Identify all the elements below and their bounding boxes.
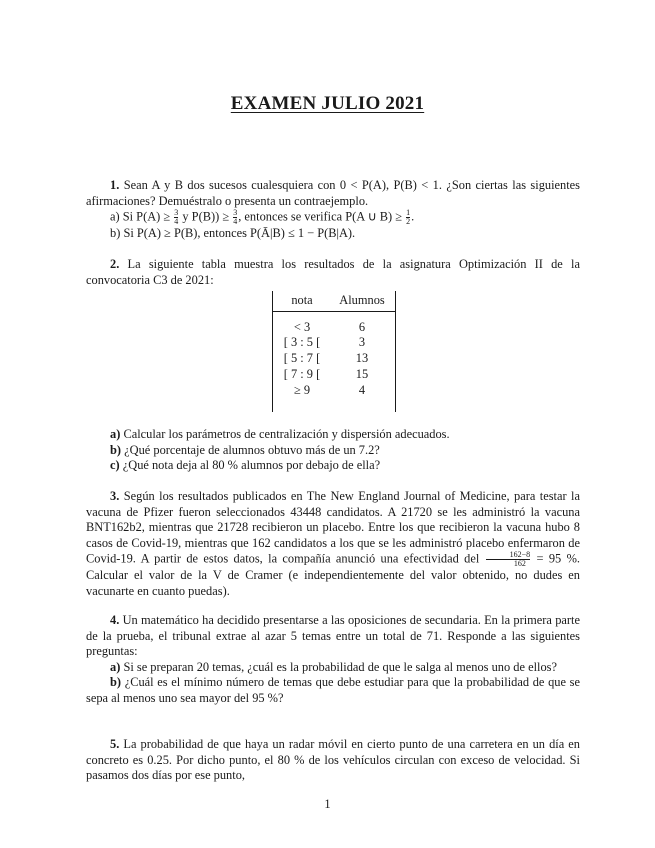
- question-3-text-1: Según los resultados publicados en The New England Journal of Medicine, para testar la vacuna de Pfizer fueron seleccionados 43448 candidatos. A 21720 se les administró la vacuna BNT162b2, mientras que 21728 recibieron un placebo. Entre los que recibieron la vacuna hubo 8 casos de Covid-19, mientras que 162 candidatos a los que se les administró placebo enfermaron de Covid-19. A partir de estos datos, la compañía anunció una efectividad del: [86, 489, 580, 566]
- table-header-alumnos: Alumnos: [339, 293, 385, 307]
- question-4: [86, 613, 580, 707]
- fraction-denominator: 2: [406, 217, 411, 227]
- part-label: c): [110, 458, 120, 473]
- question-1-statement: [86, 178, 580, 209]
- question-4-part-a: [86, 660, 580, 676]
- question-2-parts: [86, 427, 580, 474]
- table-cell-count: 15: [355, 367, 369, 381]
- question-1: [86, 178, 580, 242]
- table-cell-count: 6: [358, 320, 366, 334]
- part-a-text: Si se preparan 20 temas, ¿cuál es la probabilidad de que le salga al menos uno de ellos?: [123, 659, 557, 674]
- fraction: [406, 209, 410, 226]
- question-2-number: 2.: [110, 257, 120, 271]
- table-right-border: [395, 291, 396, 412]
- part-a-text-2: y P(B)) ≥: [182, 209, 230, 224]
- table-left-border: [272, 291, 273, 412]
- question-3: [86, 489, 580, 600]
- table-cell-count: 4: [358, 383, 366, 397]
- fraction-numerator: 162−8: [509, 550, 531, 560]
- part-label: a): [110, 209, 120, 224]
- fraction: [233, 209, 237, 226]
- question-5-number: 5.: [110, 737, 120, 751]
- part-c-text: ¿Qué nota deja al 80 % alumnos por debajo de ella?: [122, 458, 381, 473]
- exam-title: EXAMEN JULIO 2021: [230, 93, 425, 114]
- table-cell-interval: ≥ 9: [293, 383, 311, 397]
- part-a-text: Calcular los parámetros de centralización y dispersión adecuados.: [123, 427, 450, 441]
- part-b-text: ¿Cuál es el mínimo número de temas que debe estudiar para que la probabilidad de que se sepa al menos uno sea mayor del 95 %?: [86, 675, 580, 705]
- question-5-text: La probabilidad de que haya un radar móvil en cierto punto de una carretera en un día en concreto es 0.25. Por dicho punto, el 80 % de los vehículos circulan con exceso de velocidad. Si pasamos dos días por ese punto,: [86, 737, 580, 783]
- table-header-rule: [272, 311, 396, 312]
- question-4-statement: [86, 613, 580, 660]
- table-cell-interval: [ 5 : 7 [: [283, 351, 321, 365]
- question-3-text-2: = 95 %. Calcular el valor de la V de Cramer (e independientemente del valor obtenido, no dudes en vacunarte en cuanto puedas).: [86, 551, 580, 598]
- part-label: b): [110, 675, 122, 690]
- part-b-text: Si P(A) ≥ P(B), entonces P(Ā|B) ≤ 1 − P(B|A).: [123, 226, 356, 241]
- question-2-part-b: [86, 443, 580, 459]
- question-2-part-c: [86, 458, 580, 474]
- part-b-text: ¿Qué porcentaje de alumnos obtuvo más de un 7.2?: [124, 442, 380, 457]
- part-label: a): [110, 427, 121, 441]
- part-label: b): [110, 226, 121, 241]
- part-a-text-3: , entonces se verifica P(A ∪ B) ≥: [238, 209, 403, 224]
- table-cell-count: 3: [358, 335, 366, 349]
- fraction-numerator: 1: [406, 208, 411, 218]
- fraction-denominator: 162: [486, 559, 531, 568]
- part-label: b): [110, 442, 122, 457]
- fraction-numerator: 3: [174, 208, 179, 218]
- question-2-statement: [86, 257, 580, 288]
- part-a-text-1: Si P(A) ≥: [122, 209, 171, 224]
- question-1-part-a: [86, 209, 580, 226]
- fraction-denominator: 4: [174, 217, 179, 227]
- grades-table: [272, 291, 396, 412]
- table-cell-interval: [ 3 : 5 [: [283, 335, 321, 349]
- fraction-denominator: 4: [233, 217, 238, 227]
- question-1-text: Sean A y B dos sucesos cualesquiera con 0 < P(A), P(B) < 1. ¿Son ciertas las siguientes afirmaciones? Demuéstralo o presenta un contraejemplo.: [86, 178, 580, 208]
- question-4-part-b: [86, 675, 580, 706]
- question-5-statement: [86, 737, 580, 784]
- question-2: [86, 257, 580, 288]
- question-5: [86, 737, 580, 784]
- question-3-statement: [86, 489, 580, 600]
- question-4-text: Un matemático ha decidido presentarse a las oposiciones de secundaria. En la primera parte de la prueba, el tribunal extrae al azar 5 temas entre un total de 71. Responde a las siguientes preguntas:: [86, 613, 580, 659]
- part-a-text-end: .: [411, 209, 415, 224]
- question-1-number: 1.: [110, 178, 120, 192]
- question-4-number: 4.: [110, 613, 120, 627]
- table-cell-count: 13: [355, 351, 369, 365]
- question-1-part-b: [86, 226, 580, 242]
- table-cell-interval: [ 7 : 9 [: [283, 367, 321, 381]
- fraction-numerator: 3: [233, 208, 238, 218]
- table-cell-interval: < 3: [293, 320, 311, 334]
- fraction: [486, 551, 531, 568]
- question-3-number: 3.: [110, 489, 120, 503]
- table-header-nota: nota: [291, 293, 313, 307]
- page-number: 1: [324, 797, 331, 811]
- question-2-part-a: [86, 427, 580, 443]
- part-label: a): [110, 659, 121, 674]
- fraction: [174, 209, 178, 226]
- question-2-text: La siguiente tabla muestra los resultados de la asignatura Optimización II de la convocatoria C3 de 2021:: [86, 257, 580, 287]
